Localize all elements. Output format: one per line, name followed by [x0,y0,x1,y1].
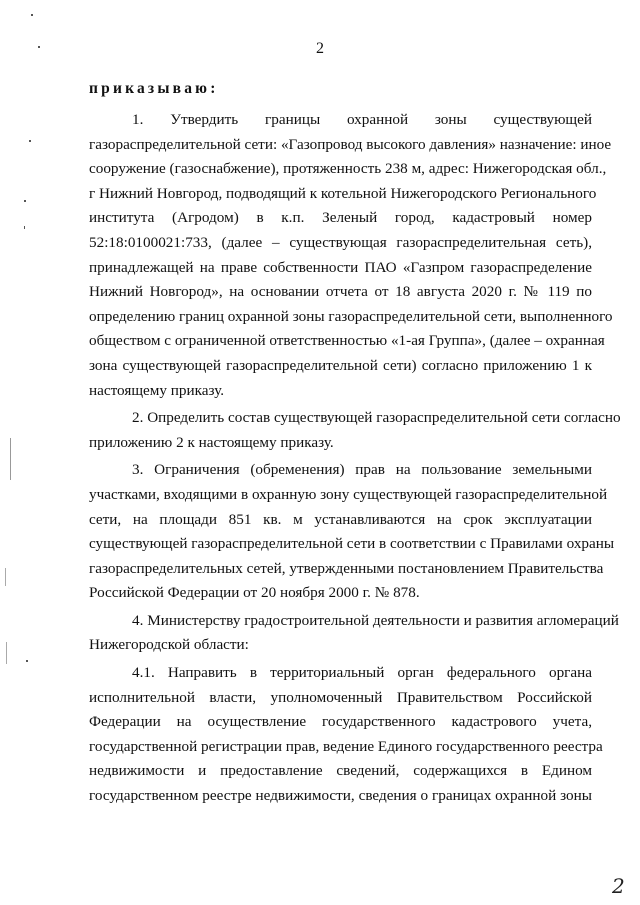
text-line: Нижегородской области: [89,636,249,654]
scan-speck [38,46,40,48]
text-line: Нижний Новгород», на основании отчета от 18 августа 2020 г. № 119 по [89,283,592,301]
text-line: государственном реестре недвижимости, сведения о границах охранной зоны [89,787,592,805]
text-line: 52:18:0100021:733, (далее – существующая газораспределительная сеть), [89,233,592,251]
text-line: исполнительной власти, уполномоченный Правительством Российской [89,688,592,706]
text-line: 4. Министерству градостроительной деятельности и развития агломераций [132,611,619,629]
text-line: недвижимости и предоставление сведений, содержащихся в Едином [89,762,592,780]
paragraph-2 [89,406,621,455]
order-heading: приказываю: [89,80,219,97]
scan-speck [5,568,6,586]
scan-speck [26,660,28,662]
page-number: 2 [316,40,324,57]
text-line: 4.1. Направить в территориальный орган федерального органа [132,664,592,682]
text-line: приложению 2 к настоящему приказу. [89,433,334,451]
paragraph-1 [89,108,613,403]
text-line: 3. Ограничения (обременения) прав на пользование земельными [132,461,592,479]
paragraph-3 [89,458,615,606]
text-line: сети, на площади 851 кв. м устанавливаются на срок эксплуатации [89,510,592,528]
text-line: г Нижний Новгород, подводящий к котельной Нижегородского Регионального [89,184,597,202]
text-line: зона существующей газораспределительной сети) согласно приложению 1 к [89,356,592,374]
scan-speck [24,200,26,202]
text-line: настоящему приказу. [89,381,225,399]
text-line: существующей газораспределительной сети в соответствии с Правилами охраны [89,535,615,553]
paragraph-4 [89,609,619,658]
scan-speck [31,14,33,16]
text-line: Российской Федерации от 20 ноября 2000 г. № 878. [89,584,420,602]
text-line: института (Агродом) в к.п. Зеленый город, кадастровый номер [89,209,592,227]
text-line: участками, входящими в охранную зону существующей газораспределительной [89,485,608,503]
text-line: 1. Утвердить границы охранной зоны существующей [132,111,592,128]
document-body [89,108,621,812]
text-line: сооружение (газоснабжение), протяженность 238 м, адрес: Нижегородская обл., [89,160,607,178]
text-line: газораспределительных сетей, утвержденными постановлением Правительства [89,559,604,577]
scan-speck [6,642,7,664]
paragraph-4-1 [89,661,603,809]
handwritten-initials: 2 [612,874,625,898]
scan-speck [24,226,25,229]
text-line: газораспределительной сети: «Газопровод высокого давления» назначение: иное [89,135,612,153]
text-line: определению границ охранной зоны газораспределительной сети, выполненного [89,307,613,325]
scan-speck [10,438,11,480]
text-line: обществом с ограниченной ответственностью «1-ая Группа», (далее – охранная [89,332,605,350]
text-line: принадлежащей на праве собственности ПАО «Газпром газораспределение [89,258,592,276]
text-line: Федерации на осуществление государственного кадастрового учета, [89,713,592,731]
text-line: государственной регистрации прав, ведение Единого государственного реестра [89,737,603,755]
scan-speck [29,140,31,142]
text-line: 2. Определить состав существующей газораспределительной сети согласно [132,409,621,427]
